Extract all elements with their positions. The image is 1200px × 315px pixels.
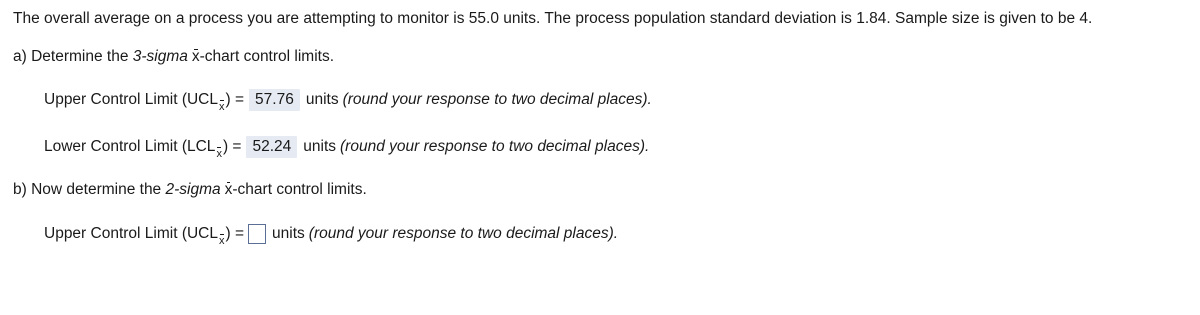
part-b-heading bbox=[13, 181, 367, 199]
part-b-ucl-row bbox=[44, 224, 619, 247]
part-b-prefix: b) Now determine the bbox=[13, 181, 166, 198]
part-a-ucl-units: units bbox=[305, 91, 339, 108]
part-a-heading bbox=[13, 48, 334, 66]
part-a-suffix: -chart control limits. bbox=[199, 48, 335, 65]
part-b-ucl-input[interactable] bbox=[248, 224, 266, 244]
part-a-lcl-row bbox=[44, 136, 649, 158]
problem-statement-text: The overall average on a process you are attempting to monitor is 55.0 units. The process population standard deviation is 1.84. Sample size is given to be 4. bbox=[13, 10, 1093, 27]
part-b-sigma-label: 2-sigma bbox=[165, 181, 221, 198]
part-a-lcl-note: (round your response to two decimal places). bbox=[340, 138, 650, 155]
part-a-ucl-answer[interactable]: 57.76 bbox=[249, 89, 300, 111]
part-a-ucl-note: (round your response to two decimal places). bbox=[342, 91, 652, 108]
part-b-suffix: -chart control limits. bbox=[232, 181, 367, 198]
part-b-ucl-label-end: ) = bbox=[225, 225, 245, 242]
problem-statement bbox=[13, 10, 1092, 28]
part-a-ucl-label: Upper Control Limit (UCL bbox=[44, 91, 218, 108]
part-b-ucl-subscript: x bbox=[219, 235, 225, 247]
part-a-lcl-label: Lower Control Limit (LCL bbox=[44, 138, 216, 155]
part-a-ucl-subscript: x bbox=[219, 101, 225, 113]
part-a-ucl-row bbox=[44, 89, 652, 111]
part-b-xbar-symbol: x bbox=[224, 181, 233, 198]
part-b-ucl-units: units bbox=[272, 225, 305, 242]
part-a-sigma-label: 3-sigma bbox=[132, 48, 188, 65]
part-a-lcl-label-end: ) = bbox=[222, 138, 242, 155]
part-a-xbar-symbol: x bbox=[191, 48, 200, 65]
part-a-lcl-answer[interactable]: 52.24 bbox=[246, 136, 297, 158]
part-a-prefix: a) Determine the bbox=[13, 48, 133, 65]
part-a-lcl-subscript: x bbox=[216, 148, 222, 160]
part-b-ucl-label: Upper Control Limit (UCL bbox=[44, 225, 218, 242]
part-a-lcl-units: units bbox=[303, 138, 337, 155]
part-b-ucl-note: (round your response to two decimal places). bbox=[308, 225, 619, 242]
part-a-ucl-label-end: ) = bbox=[225, 91, 245, 108]
